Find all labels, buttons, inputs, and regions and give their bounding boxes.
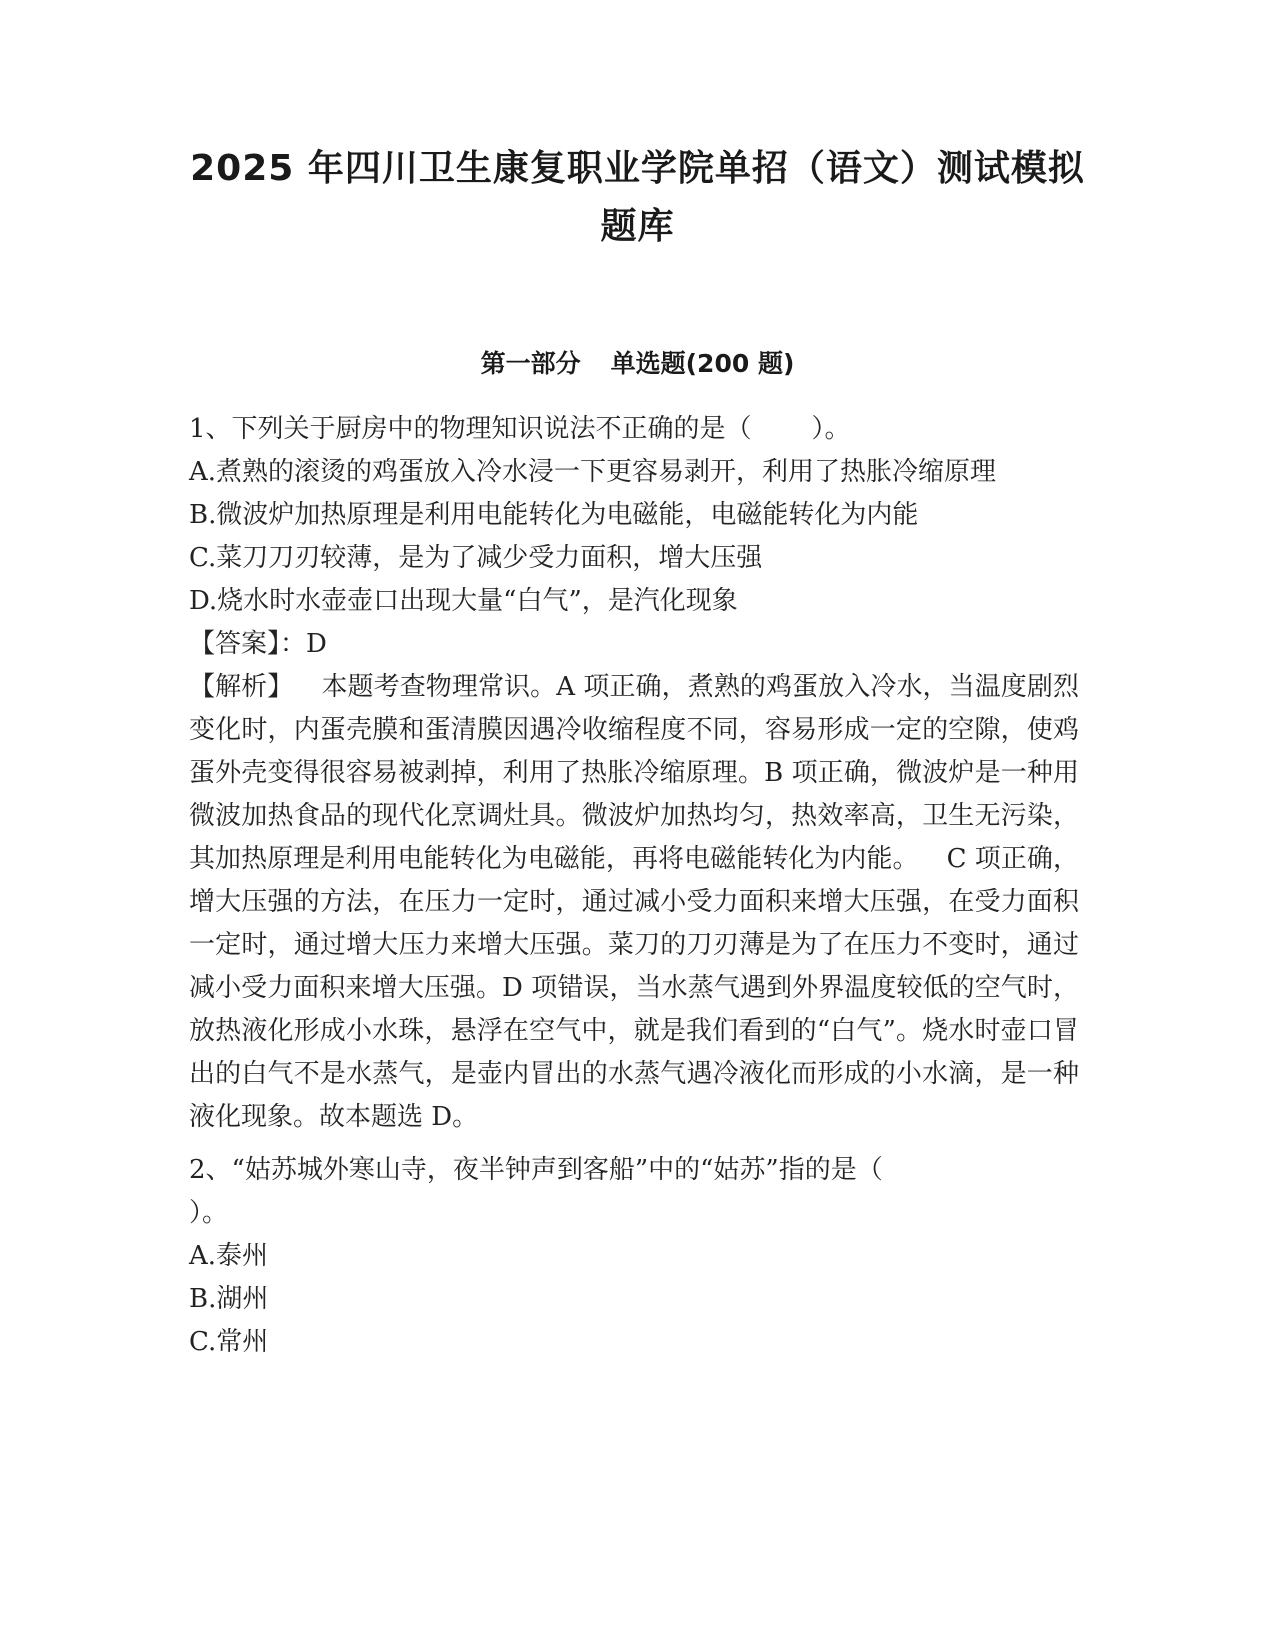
answer-value: D <box>306 629 327 659</box>
answer-label: 【答案】： <box>189 629 307 659</box>
option-d: D.烧水时水壶壶口出现大量“白气”，是汽化现象 <box>189 586 738 616</box>
document-title-line-1: 2025 年四川卫生康复职业学院单招（语文）测试模拟 <box>190 148 1085 189</box>
option-b: B.湖州 <box>189 1284 269 1314</box>
document-title-line-2: 题库 <box>600 206 675 247</box>
analysis-text-cont: C 项正确，增大压强的方法，在压力一定时，通过减小受力面积来增大压强，在受力面积一定时，通过增大压力来增大压强。菜刀的刀刃薄是为了在压力不变时，通过减小受力面积来增大压强。D 项错误，当水蒸气遇到外界温度较低的空气时，放热液化形成小水珠，悬浮在空气中，就是我们看到的“白气”。烧水时壶口冒出的白气不是水蒸气，是壶内冒出的水蒸气遇冷液化而形成的小水滴，是一种液化现象。故本题选 D。 <box>189 844 1079 1132</box>
option-a: A.煮熟的滚烫的鸡蛋放入冷水浸一下更容易剥开，利用了热胀冷缩原理 <box>189 457 997 487</box>
answer-line <box>189 623 1079 666</box>
analysis-text: 本题考查物理常识。A 项正确，煮熟的鸡蛋放入冷水，当温度剧烈变化时，内蛋壳膜和蛋清膜因遇冷收缩程度不同，容易形成一定的空隙，使鸡蛋外壳变得很容易被剥掉，利用了热胀冷缩原理。B 项正确，微波炉是一种用微波加热食品的现代化烹调灶具。微波炉加热均匀，热效率高，卫生无污染，其加热原理是利用电能转化为电磁能，再将电磁能转化为内能。 <box>189 672 1079 874</box>
question-stem <box>189 1149 1079 1235</box>
document-title <box>150 140 1125 256</box>
question-2 <box>189 1149 1079 1364</box>
option-c: C.菜刀刀刃较薄，是为了减少受力面积，增大压强 <box>189 543 763 573</box>
option-a: A.泰州 <box>189 1241 269 1271</box>
question-stem <box>189 408 1079 451</box>
option-c: C.常州 <box>189 1327 269 1357</box>
question-stem-end: ）。 <box>811 414 851 444</box>
section-name: 单选题(200 题) <box>610 349 795 378</box>
section-heading <box>150 347 1125 381</box>
question-stem-end: ）。 <box>189 1198 229 1228</box>
question-stem-text: 2、“姑苏城外寒山寺，夜半钟声到客船”中的“姑苏”指的是（ <box>189 1155 883 1185</box>
section-part: 第一部分 <box>480 349 581 378</box>
question-stem-text: 1、下列关于厨房中的物理知识说法不正确的是（ <box>189 414 752 444</box>
question-1 <box>189 408 1079 1139</box>
analysis-paragraph <box>189 666 1079 1139</box>
option-b: B.微波炉加热原理是利用电能转化为电磁能，电磁能转化为内能 <box>189 500 919 530</box>
question-list <box>189 408 1079 1374</box>
analysis-label: 【解析】 <box>189 672 294 702</box>
